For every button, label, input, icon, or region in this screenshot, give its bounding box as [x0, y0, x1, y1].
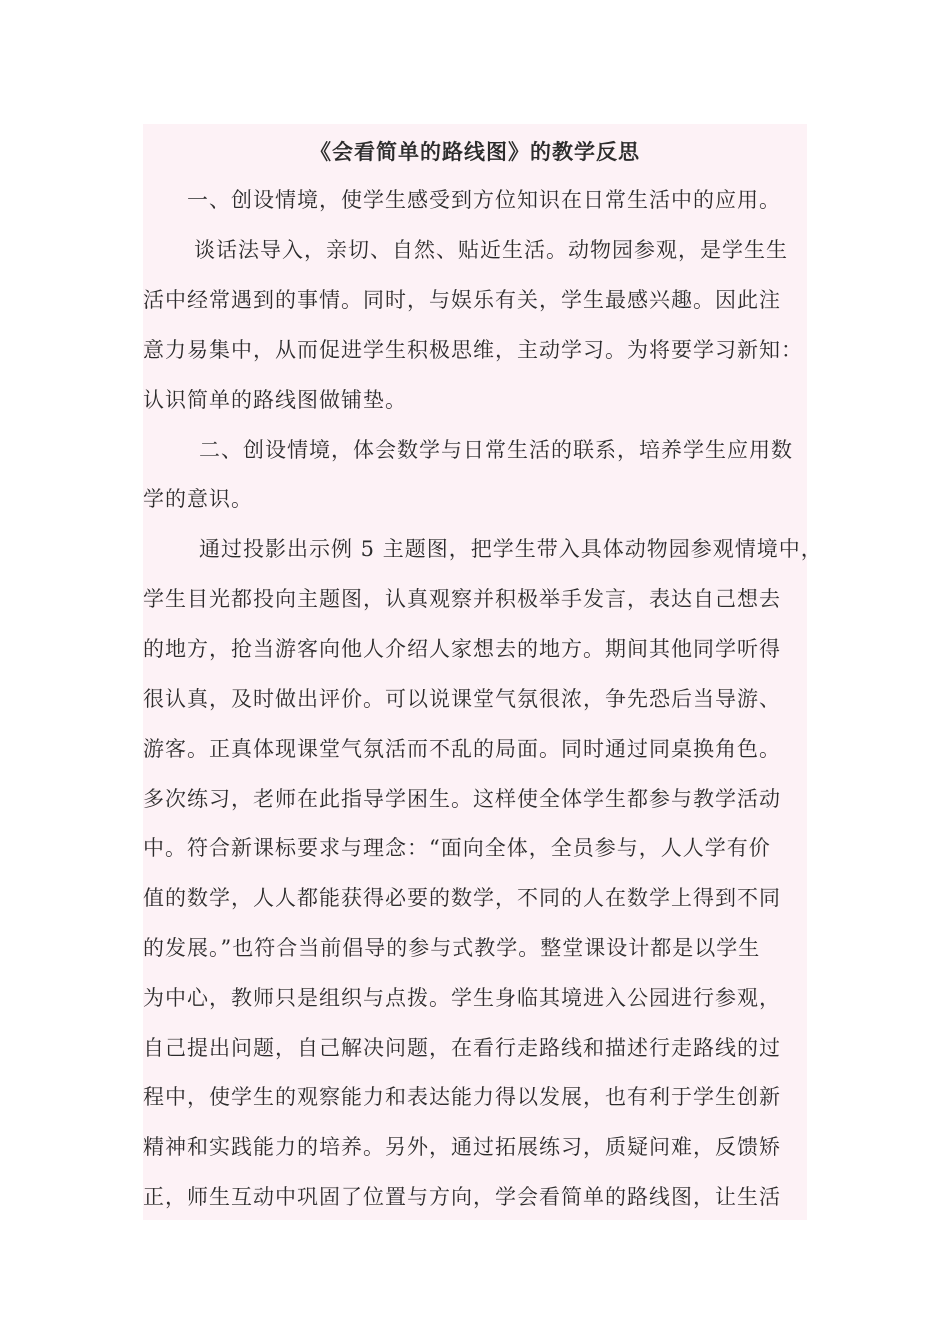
paragraph-line: 认识简单的路线图做铺垫。: [143, 388, 407, 412]
paragraph-line: 精神和实践能力的培养。另外，通过拓展练习，质疑问难，反馈矫: [143, 1135, 781, 1159]
paragraph-line: 为中心，教师只是组织与点拨。学生身临其境进入公园进行参观，: [143, 986, 781, 1010]
document-title: 《会看简单的路线图》的教学反思: [310, 139, 640, 164]
paragraph-line: 自己提出问题，自己解决问题，在看行走路线和描述行走路线的过: [143, 1036, 781, 1060]
paragraph-line: 值的数学，人人都能获得必要的数学，不同的人在数学上得到不同: [143, 886, 781, 910]
section-heading-2: 二、创设情境，体会数学与日常生活的联系，培养学生应用数: [199, 438, 793, 462]
section-heading-1: 一、创设情境，使学生感受到方位知识在日常生活中的应用。: [187, 188, 781, 212]
paragraph-line: 谈话法导入，亲切、自然、贴近生活。动物园参观，是学生生: [194, 238, 788, 262]
paragraph-line: 中。符合新课标要求与理念：“面向全体，全员参与，人人学有价: [143, 836, 771, 860]
paragraph-line: 学生目光都投向主题图，认真观察并积极举手发言，表达自己想去: [143, 587, 781, 611]
paragraph-line: 的地方，抢当游客向他人介绍人家想去的地方。期间其他同学听得: [143, 637, 781, 661]
paragraph-line: 活中经常遇到的事情。同时，与娱乐有关，学生最感兴趣。因此注: [143, 288, 781, 312]
paragraph-line: 意力易集中，从而促进学生积极思维，主动学习。为将要学习新知：: [143, 338, 803, 362]
paragraph-line: 游客。正真体现课堂气氛活而不乱的局面。同时通过同桌换角色。: [143, 737, 781, 761]
paragraph-line: 很认真，及时做出评价。可以说课堂气氛很浓，争先恐后当导游、: [143, 687, 781, 711]
paragraph-line: 的发展。”也符合当前倡导的参与式教学。整堂课设计都是以学生: [143, 936, 761, 960]
paragraph-line: 学的意识。: [143, 487, 253, 511]
paragraph-line: 通过投影出示例 5 主题图，把学生带入具体动物园参观情境中，: [199, 537, 823, 561]
paragraph-line: 程中，使学生的观察能力和表达能力得以发展，也有利于学生创新: [143, 1085, 781, 1109]
paragraph-line: 多次练习，老师在此指导学困生。这样使全体学生都参与教学活动: [143, 787, 781, 811]
paragraph-line: 正，师生互动中巩固了位置与方向，学会看简单的路线图，让生活: [143, 1185, 781, 1209]
